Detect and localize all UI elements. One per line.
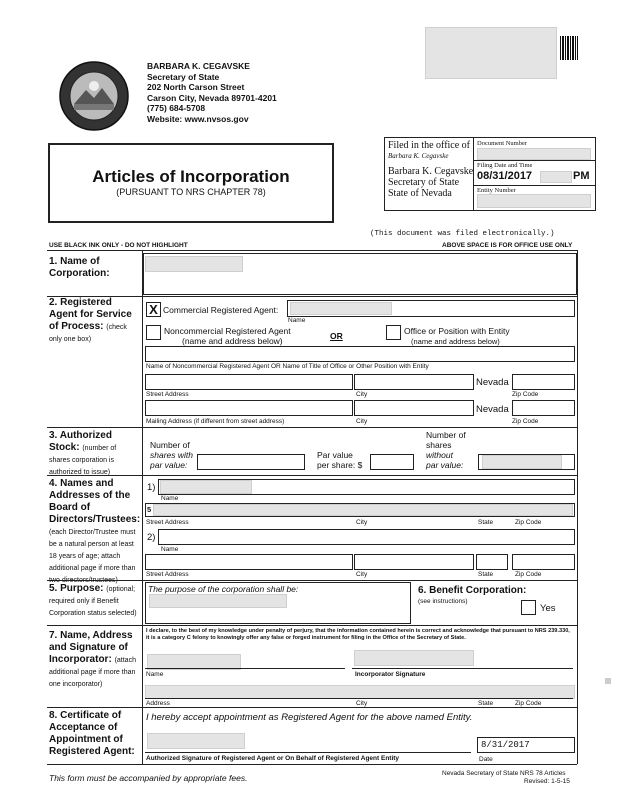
office-position-label: Office or Position with Entity <box>404 326 510 336</box>
commercial-agent-label: Commercial Registered Agent: <box>163 305 279 315</box>
mailing-zip-caption: Zip Code <box>512 418 539 425</box>
office-address-2: Carson City, Nevada 89701-4201 <box>147 92 277 103</box>
incorporator-state-caption: State <box>478 700 494 707</box>
official-title: Secretary of State <box>147 71 220 82</box>
redacted-director-1-name <box>160 480 252 494</box>
redacted-document-number <box>477 148 591 160</box>
fees-notice: This form must be accompanied by appropriate fees. <box>49 773 248 783</box>
office-position-checkbox[interactable] <box>386 325 401 340</box>
director-2-city-field[interactable] <box>354 554 474 570</box>
director-1-street-partial: 5 <box>147 505 152 514</box>
noncommercial-agent-checkbox[interactable] <box>146 325 161 340</box>
redacted-incorporator-address <box>145 685 575 699</box>
benefit-yes-label: Yes <box>540 603 556 614</box>
filing-stamp-box <box>384 137 596 211</box>
section-7-hint: (attach additional page if more than one incorporator) <box>49 657 136 688</box>
redacted-share-count <box>482 455 562 469</box>
benefit-corporation-checkbox[interactable] <box>521 600 536 615</box>
agent-street-field[interactable] <box>145 374 353 390</box>
noncommercial-agent-label: Noncommercial Registered Agent <box>164 326 291 336</box>
director-2-street-caption: Street Address <box>146 571 189 578</box>
section-3-hint: (number of shares corporation is authorized to issue) <box>49 445 117 476</box>
noncommercial-agent-sub: (name and address below) <box>182 336 283 346</box>
or-label: OR <box>330 331 343 341</box>
acceptance-date: 8/31/2017 <box>481 740 530 750</box>
par-value-field[interactable] <box>370 454 414 470</box>
office-address-1: 202 North Carson Street <box>147 82 245 92</box>
entity-number-label: Entity Number <box>477 187 516 194</box>
director-1-street-caption: Street Address <box>146 519 189 526</box>
shares-without-1: Number of <box>426 430 466 440</box>
title-box <box>48 143 334 223</box>
agent-mailing-field[interactable] <box>145 400 353 416</box>
filing-official-name: Barbara K. Cegavske <box>388 166 474 177</box>
director-2-name-field[interactable] <box>158 529 575 545</box>
section-4-label <box>49 478 141 586</box>
director-2-city-caption: City <box>356 571 368 578</box>
document-number-label: Document Number <box>477 140 528 147</box>
incorporator-city-caption: City <box>356 700 368 707</box>
section-3-label <box>49 430 139 478</box>
agent-acceptance-text: I hereby accept appointment as Registered Agent for the above named Entity. <box>146 712 473 723</box>
shares-with-par-2: shares with <box>150 450 193 460</box>
state-seal <box>58 60 130 132</box>
section-4-title: 4. Names and Addresses of the Board of Directors/Trustees: <box>49 478 141 525</box>
street-caption: Street Address <box>146 391 189 398</box>
redacted-agent-signature <box>147 733 245 749</box>
section-7-title: 7. Name, Address and Signature of Incorporator: <box>49 630 133 665</box>
commercial-agent-name-caption: Name <box>288 317 306 324</box>
filing-state: State of Nevada <box>388 188 452 199</box>
par-value-2: per share: $ <box>317 460 363 470</box>
electronic-filing-note: (This document was filed electronically.) <box>370 230 555 238</box>
filing-date-label: Filing Date and Time <box>477 162 533 169</box>
section-1-label: 1. Name of Corporation: <box>49 256 110 279</box>
noncommercial-name-field[interactable] <box>145 346 575 362</box>
section-2-label <box>49 297 139 345</box>
director-2-zip-field[interactable] <box>512 554 575 570</box>
shares-without-2: shares <box>426 440 452 450</box>
par-value-1: Par value <box>317 450 353 460</box>
agent-signature-caption: Authorized Signature of Registered Agent or On Behalf of Registered Agent Entity <box>146 755 400 762</box>
office-phone: (775) 684-5708 <box>147 103 206 113</box>
section-5-title: 5. Purpose: <box>49 583 104 594</box>
office-website: Website: www.nvsos.gov <box>147 113 249 124</box>
section-6-label: 6. Benefit Corporation: <box>418 585 527 596</box>
incorporator-name-caption: Name <box>146 671 164 678</box>
agent-zip-field[interactable] <box>512 374 575 390</box>
redacted-entity-number <box>477 194 591 208</box>
agent-mailing-city-field[interactable] <box>354 400 474 416</box>
shares-with-par-field[interactable] <box>197 454 305 470</box>
agent-city-field[interactable] <box>354 374 474 390</box>
incorporator-zip-caption: Zip Code <box>515 700 542 707</box>
agent-mailing-zip-field[interactable] <box>512 400 575 416</box>
page-subtitle: (PURSUANT TO NRS CHAPTER 78) <box>116 187 266 197</box>
section-2-hint: (check only one box) <box>49 324 127 343</box>
purpose-label: The purpose of the corporation shall be: <box>148 584 299 594</box>
noncommercial-name-caption: Name of Noncommercial Registered Agent OR Name of Title of Office or Other Position with Entity <box>146 363 429 370</box>
city-caption: City <box>356 391 368 398</box>
office-position-sub: (name and address below) <box>411 337 500 346</box>
section-7-label <box>49 630 141 690</box>
director-2-street-field[interactable] <box>145 554 353 570</box>
form-revision: Revised: 1-5-15 <box>524 778 570 785</box>
redacted-incorporator-signature <box>354 650 474 666</box>
incorporator-signature-caption: Incorporator Signature <box>355 671 426 678</box>
shares-with-par-1: Number of <box>150 440 190 450</box>
office-use-notice: ABOVE SPACE IS FOR OFFICE USE ONLY <box>442 242 573 249</box>
ink-notice: USE BLACK INK ONLY - DO NOT HIGHLIGHT <box>49 242 188 249</box>
section-5-hint: (optional; required only if Benefit Corporation status selected) <box>49 586 137 617</box>
form-identifier: Nevada Secretary of State NRS 78 Articles <box>442 770 566 777</box>
filing-official-role: Secretary of State <box>388 177 460 188</box>
director-2-zip-caption: Zip Code <box>515 571 542 578</box>
director-2-state-caption: State <box>478 571 494 578</box>
official-name: BARBARA K. CEGAVSKE <box>147 61 250 71</box>
shares-without-3: without <box>426 450 453 460</box>
shares-with-par-3: par value: <box>150 460 188 470</box>
filing-date: 08/31/2017 <box>477 170 533 182</box>
section-8-label: 8. Certificate of Acceptance of Appointment of Registered Agent: <box>49 710 135 757</box>
redacted-commercial-agent <box>290 302 392 315</box>
filing-signature: Barbara K. Cegavske <box>388 152 449 160</box>
redacted-purpose <box>149 594 287 608</box>
director-1-city-caption: City <box>356 519 368 526</box>
incorporator-address-caption: Address <box>146 700 170 707</box>
director-1-zip-caption: Zip Code <box>515 519 542 526</box>
filed-in-label: Filed in the office of <box>388 140 471 151</box>
director-2-number: 2) <box>147 532 156 543</box>
section-5-label <box>49 583 141 619</box>
redacted-director-1-address <box>153 504 573 516</box>
section-3-title: 3. Authorized Stock: <box>49 430 112 453</box>
section-6-hint: (see instructions) <box>418 598 468 605</box>
margin-mark <box>605 678 611 684</box>
section-2-title: 2. Registered Agent for Service of Process: <box>49 297 132 332</box>
acceptance-date-caption: Date <box>479 756 493 763</box>
director-1-name-caption: Name <box>161 495 179 502</box>
commercial-agent-checkbox[interactable]: X <box>146 302 161 317</box>
redacted-top-block <box>425 27 557 79</box>
agent-mailing-state: Nevada <box>476 404 509 415</box>
incorporator-declaration: I declare, to the best of my knowledge under penalty of perjury, that the information contained herein is correct and acknowledge that pursuant to NRS 239.330, it is a category C felony to knowingly offer any false or forged instrument for filing in the Office of the Secretary of State. <box>146 628 570 641</box>
director-1-number: 1) <box>147 482 156 493</box>
shares-without-4: par value: <box>426 460 464 470</box>
redacted-filing-time <box>540 171 572 183</box>
barcode <box>560 36 578 60</box>
mailing-caption: Mailing Address (if different from street address) <box>146 418 285 425</box>
mailing-city-caption: City <box>356 418 368 425</box>
agent-state: Nevada <box>476 377 509 388</box>
redacted-corporation-name <box>145 256 243 272</box>
director-2-name-caption: Name <box>161 546 179 553</box>
section-4-hint: (each Director/Trustee must be a natural person at least 18 years of age; attach additional page if more than two directors/trustees) <box>49 529 136 584</box>
page-title: Articles of Incorporation <box>92 167 290 186</box>
director-1-state-caption: State <box>478 519 494 526</box>
filing-time-suffix: PM <box>573 170 590 182</box>
director-2-state-field[interactable] <box>476 554 508 570</box>
zip-caption: Zip Code <box>512 391 539 398</box>
